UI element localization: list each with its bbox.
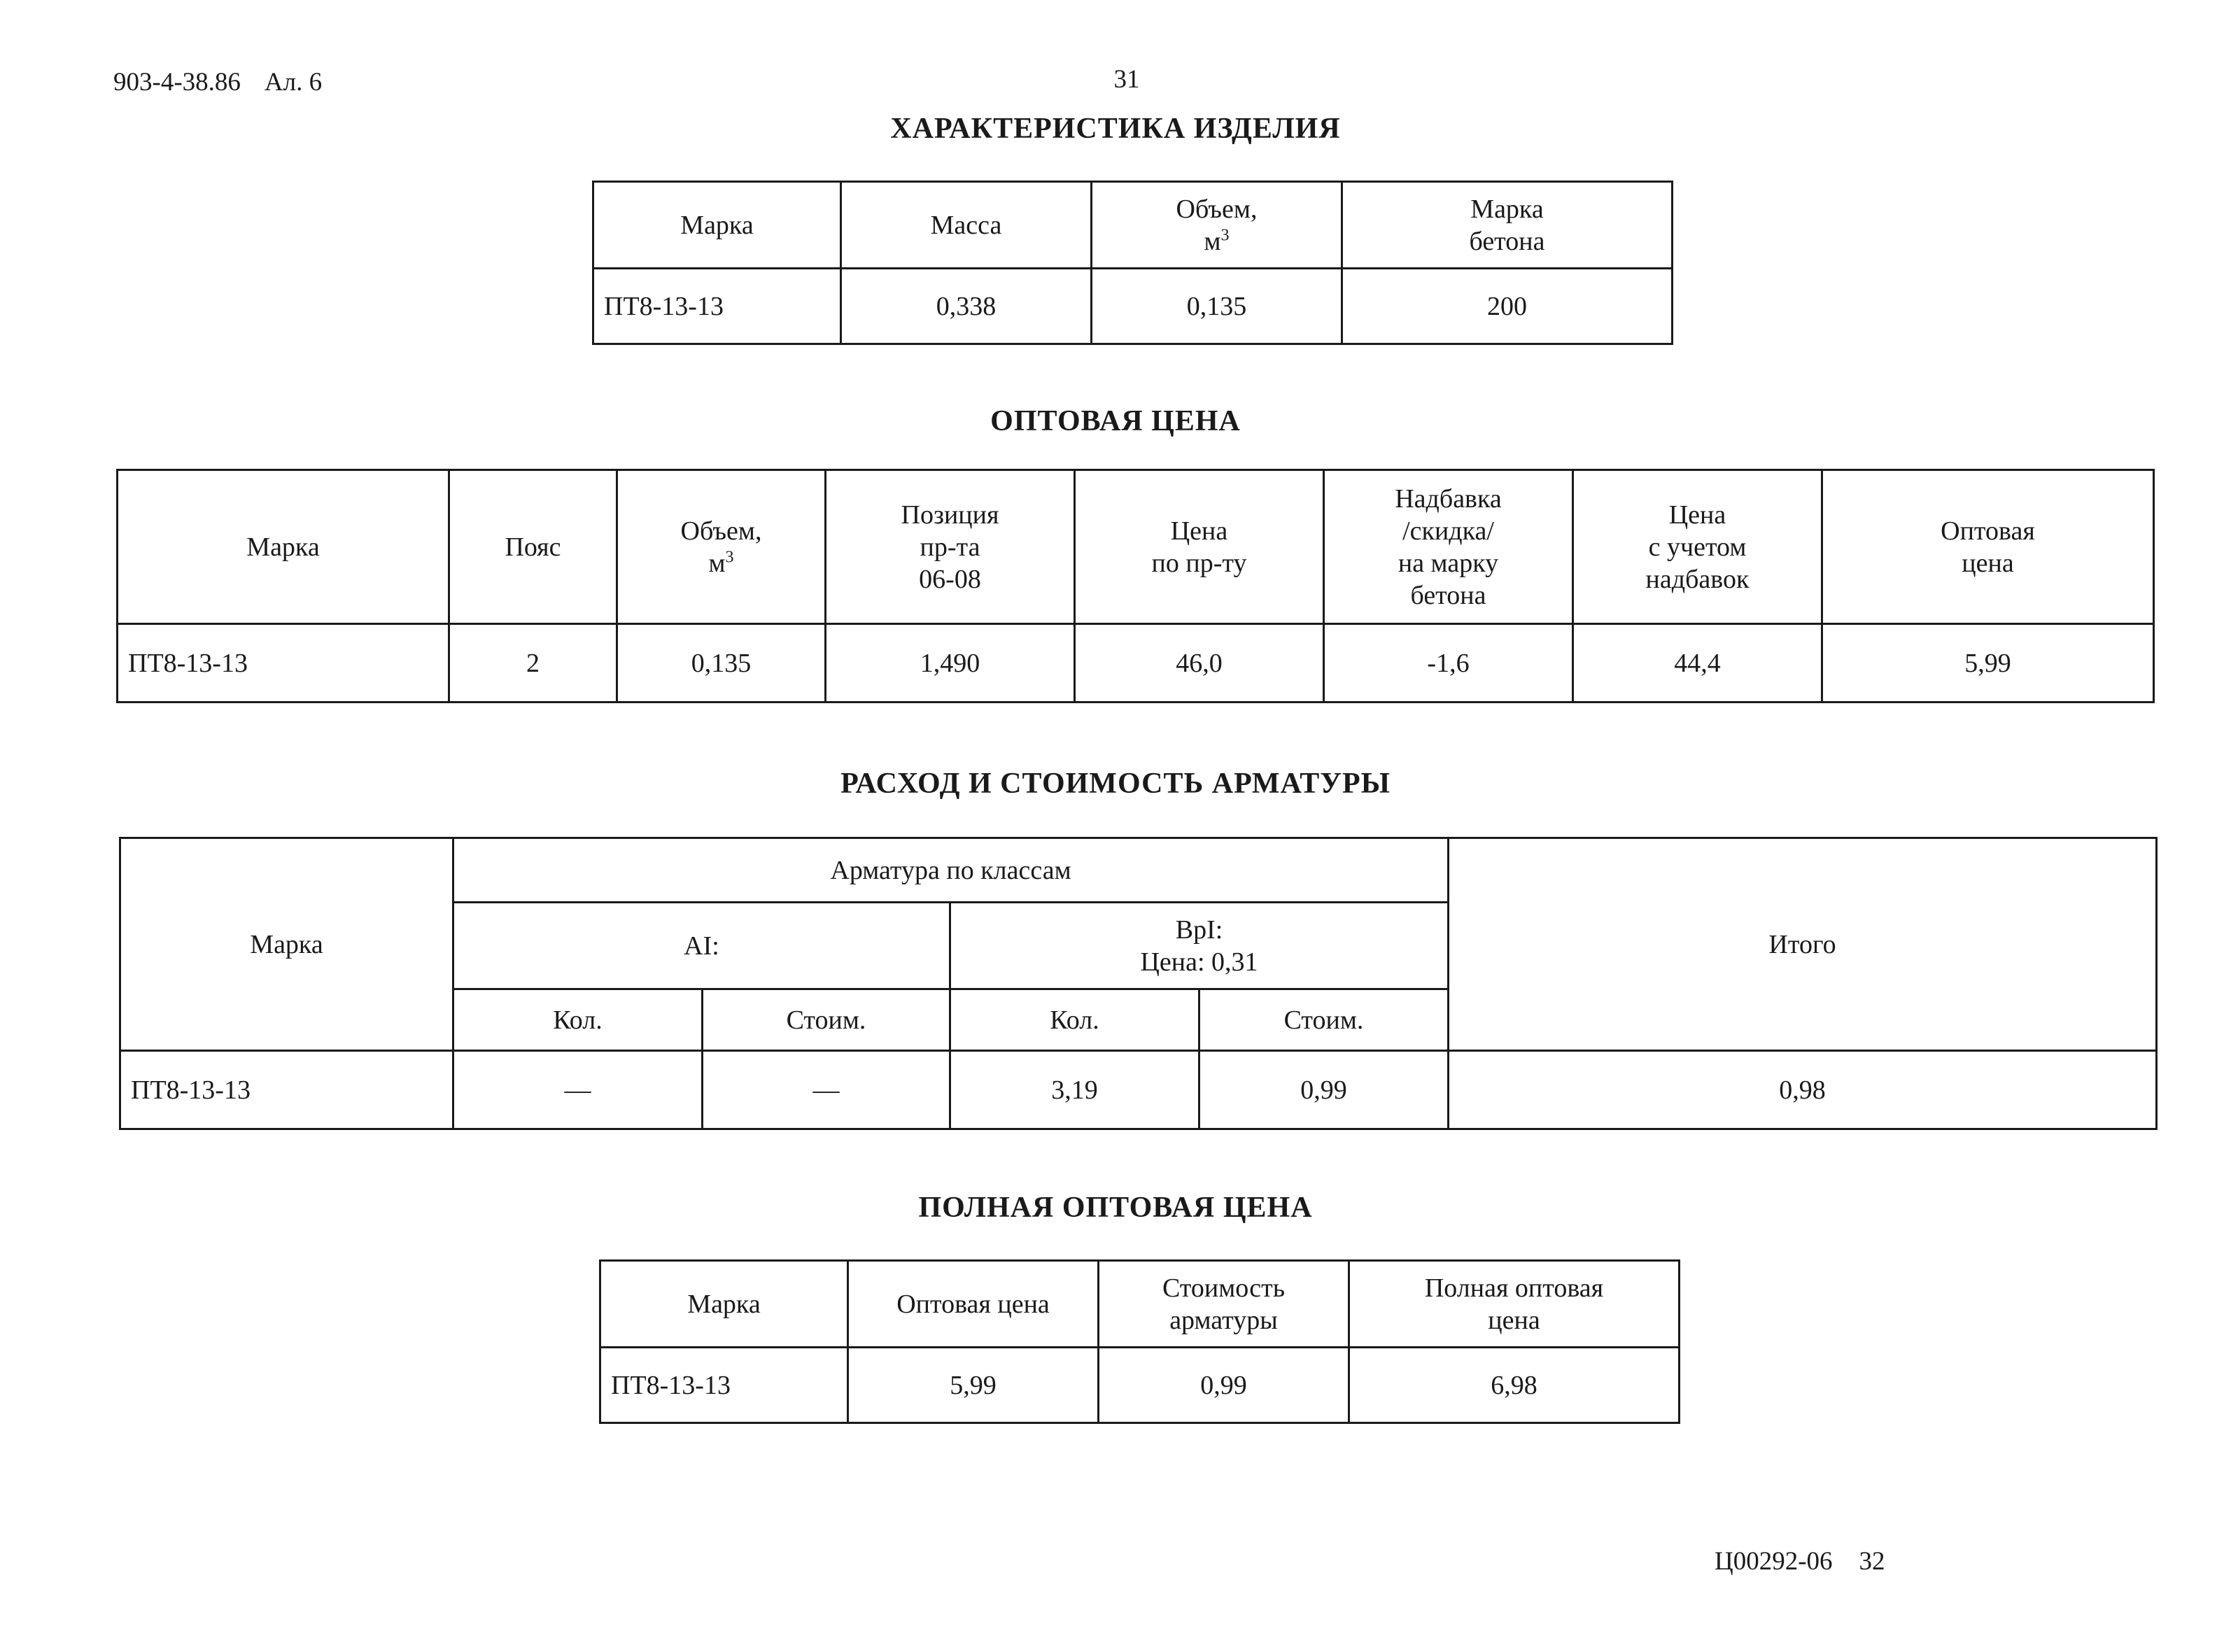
document-footer <box>1715 1546 1885 1576</box>
cell-total: 0,98 <box>1449 1051 2157 1129</box>
rebar-table <box>119 837 2158 1130</box>
header-mark: Марка <box>600 1261 848 1348</box>
header-total: Итого <box>1449 838 2157 1051</box>
header-class-a1: AI: <box>453 903 950 989</box>
header-volume: Объем, $м^3$ <box>617 470 826 624</box>
characteristics-table <box>592 181 1673 345</box>
cell-mark: ПТ8-13-13 <box>118 624 449 703</box>
header-wholesale-price: Оптовая цена <box>848 1261 1099 1348</box>
cell-markup: -1,6 <box>1324 624 1573 703</box>
table-row <box>120 1051 2157 1129</box>
header-a1-cost: Стоим. <box>703 989 950 1051</box>
table-row <box>593 269 1673 344</box>
cell-a1-cost: — <box>703 1051 950 1129</box>
cell-volume: 0,135 <box>1092 269 1342 344</box>
document-header <box>113 67 322 97</box>
cell-price-with-markup: 44,4 <box>1573 624 1822 703</box>
doc-code: 903-4-38.86 <box>113 68 241 97</box>
cell-rebar-cost: 0,99 <box>1099 1348 1349 1423</box>
header-concrete-grade: Марка бетона <box>1342 182 1673 269</box>
table-header-row <box>120 838 2157 903</box>
header-class-bp1: BpI: Цена: 0,31 <box>950 903 1449 989</box>
cell-mark: ПТ8-13-13 <box>593 269 841 344</box>
header-belt: Пояс <box>449 470 617 624</box>
wholesale-table <box>116 469 2155 703</box>
cell-belt: 2 <box>449 624 617 703</box>
footer-code: Ц00292-06 <box>1715 1547 1833 1576</box>
cell-price: 46,0 <box>1075 624 1324 703</box>
header-mark: Марка <box>593 182 841 269</box>
cell-a1-qty: — <box>453 1051 703 1129</box>
table-row <box>600 1348 1680 1423</box>
cell-mass: 0,338 <box>841 269 1092 344</box>
header-rebar-cost: Стоимость арматуры <box>1099 1261 1349 1348</box>
header-rebar-by-class: Арматура по классам <box>453 838 1449 903</box>
header-mark: Марка <box>118 470 449 624</box>
footer-number: 32 <box>1859 1547 1885 1576</box>
cell-bp1-cost: 0,99 <box>1199 1051 1449 1129</box>
header-position: Позиция пр-та 06-08 <box>826 470 1075 624</box>
cell-bp1-qty: 3,19 <box>950 1051 1199 1129</box>
header-a1-qty: Кол. <box>453 989 703 1051</box>
cell-full-price: 6,98 <box>1349 1348 1680 1423</box>
section-title-rebar: РАСХОД И СТОИМОСТЬ АРМАТУРЫ <box>840 768 1391 800</box>
header-wholesale-price: Оптовая цена <box>1822 470 2154 624</box>
header-bp1-qty: Кол. <box>950 989 1199 1051</box>
header-mark: Марка <box>120 838 453 1051</box>
header-markup: Надбавка /скидка/ на марку бетона <box>1324 470 1573 624</box>
header-mass: Масса <box>841 182 1092 269</box>
cell-wholesale-price: 5,99 <box>1822 624 2154 703</box>
header-price-with-markup: Цена с учетом надбавок <box>1573 470 1822 624</box>
header-price: Цена по пр-ту <box>1075 470 1324 624</box>
cell-mark: ПТ8-13-13 <box>600 1348 848 1423</box>
table-header-row <box>600 1261 1680 1348</box>
full-price-table <box>599 1259 1680 1424</box>
cell-wholesale-price: 5,99 <box>848 1348 1099 1423</box>
page-number: 31 <box>1113 65 1140 94</box>
table-header-row <box>593 182 1673 269</box>
header-bp1-cost: Стоим. <box>1199 989 1449 1051</box>
section-title-characteristics: ХАРАКТЕРИСТИКА ИЗДЕЛИЯ <box>890 113 1341 145</box>
section-title-wholesale: ОПТОВАЯ ЦЕНА <box>990 405 1241 437</box>
sheet-number: Ал. 6 <box>264 68 323 97</box>
cell-mark: ПТ8-13-13 <box>120 1051 453 1129</box>
section-title-full-price: ПОЛНАЯ ОПТОВАЯ ЦЕНА <box>918 1192 1313 1224</box>
cell-concrete-grade: 200 <box>1342 269 1673 344</box>
header-volume: Объем, $м^3$ <box>1092 182 1342 269</box>
header-full-price: Полная оптовая цена <box>1349 1261 1680 1348</box>
cell-position: 1,490 <box>826 624 1075 703</box>
table-header-row <box>118 470 2154 624</box>
table-row <box>118 624 2154 703</box>
cell-volume: 0,135 <box>617 624 826 703</box>
